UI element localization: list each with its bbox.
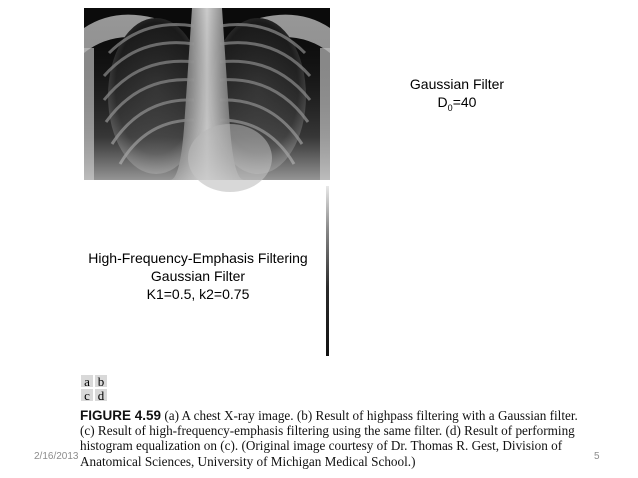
d0-value: =40 (452, 94, 477, 110)
d0-prefix: D (437, 94, 448, 110)
figure-label: FIGURE 4.59 (80, 408, 162, 423)
slide-number: 5 (594, 451, 600, 462)
gaussian-filter-caption (382, 75, 532, 117)
gaussian-filter-title: Gaussian Filter (409, 76, 505, 92)
panel-layout-key (80, 374, 108, 402)
hfe-title: High-Frequency-Emphasis Filtering (88, 250, 308, 266)
panel-label-c: c (80, 388, 94, 402)
panel-label-b: b (94, 374, 108, 388)
panel-label-d: d (94, 388, 108, 402)
gaussian-filter-d0 (382, 93, 532, 117)
vertical-image-strip (326, 186, 329, 356)
chest-xray-image (84, 8, 330, 180)
hfe-filter-type: Gaussian Filter (150, 268, 246, 284)
slide-date: 2/16/2013 (34, 451, 79, 462)
figure-caption-text: (a) A chest X-ray image. (b) Result of highpass filtering with a Gaussian filter. (c) Result of high-frequency-emphasis filtering using the same filter. (d) Result of performing histogram equalization on (c). (Original image courtesy of Dr. Thomas R. Gest, Division of Anatomical Sciences, University of Michigan Medical School.) (80, 408, 578, 469)
figure-caption (80, 408, 594, 469)
panel-label-a: a (80, 374, 94, 388)
d0-subscript: 0 (447, 102, 453, 113)
hfe-parameters: K1=0.5, k2=0.75 (146, 286, 250, 302)
hfe-filter-caption (78, 249, 318, 303)
